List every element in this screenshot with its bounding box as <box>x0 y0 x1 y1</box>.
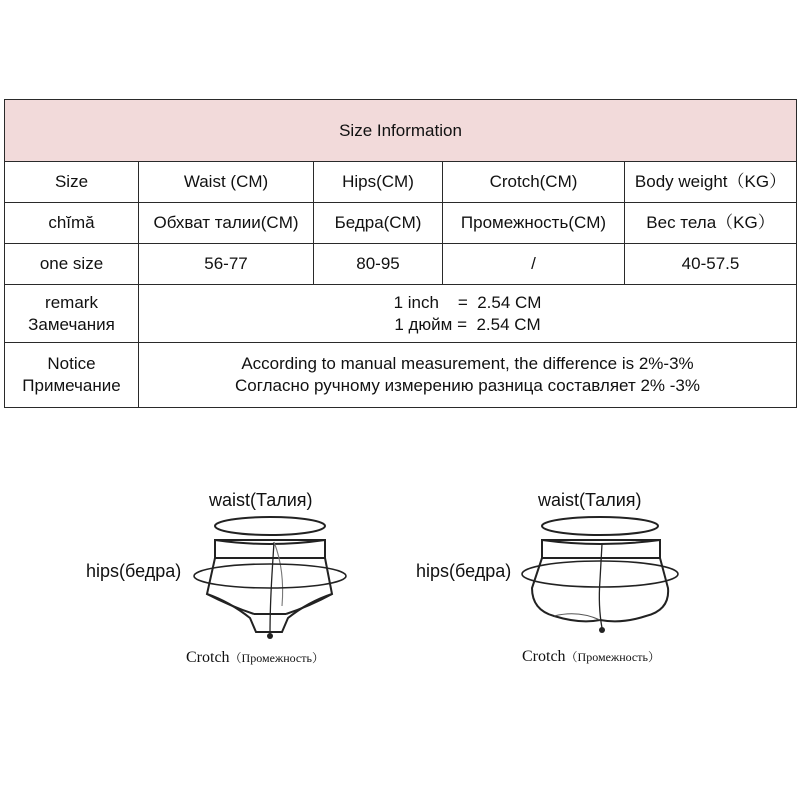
notice-line-2: Согласно ручному измерению разница составляет 2% -3% <box>235 376 700 395</box>
table-row <box>5 244 797 285</box>
remark-label-en: remark <box>45 292 98 312</box>
header-body-weight-ru: Вес тела（KG） <box>625 203 797 244</box>
notice-row <box>5 343 797 408</box>
remark-label <box>5 285 139 343</box>
cell-size: one size <box>5 244 139 285</box>
header-waist: Waist (CM) <box>139 162 314 203</box>
notice-line-1: According to manual measurement, the difference is 2%-3% <box>241 354 694 373</box>
waist-label-1: waist(Талия) <box>209 490 313 510</box>
crotch-label-2 <box>522 648 660 666</box>
header-hips-ru: Бедра(CM) <box>314 203 443 244</box>
notice-label <box>5 343 139 408</box>
hips-label-2: hips(бедра) <box>416 561 512 581</box>
header-crotch: Crotch(CM) <box>443 162 625 203</box>
notice-label-ru: Примечание <box>22 376 121 395</box>
crotch-label-2-ru: （Промежность） <box>565 650 660 664</box>
header-waist-ru: Обхват талии(CM) <box>139 203 314 244</box>
header-size: Size <box>5 162 139 203</box>
crotch-label-1-ru: （Промежность） <box>229 651 324 665</box>
header-body-weight: Body weight（KG） <box>625 162 797 203</box>
cell-hips: 80-95 <box>314 244 443 285</box>
size-table <box>4 99 797 408</box>
crotch-label-1-en: Crotch <box>186 649 230 666</box>
notice-value <box>139 343 797 408</box>
header-crotch-ru: Промежность(CM) <box>443 203 625 244</box>
remark-row <box>5 285 797 343</box>
waist-label-2: waist(Талия) <box>538 490 642 510</box>
notice-label-en: Notice <box>47 354 96 373</box>
cell-waist: 56-77 <box>139 244 314 285</box>
cell-crotch: / <box>443 244 625 285</box>
header-row-ru <box>5 203 797 244</box>
boyshort-illustration <box>518 510 693 645</box>
crotch-label-2-en: Crotch <box>522 648 566 665</box>
remark-value <box>139 285 797 343</box>
remark-line-2: 1 дюйм = 2.54 CM <box>394 314 541 334</box>
remark-label-ru: Замечания <box>28 314 115 334</box>
header-row <box>5 162 797 203</box>
cell-body-weight: 40-57.5 <box>625 244 797 285</box>
header-size-ru: chĭmă <box>5 203 139 244</box>
table-title: Size Information <box>5 100 797 162</box>
brief-illustration <box>190 510 360 650</box>
header-hips: Hips(CM) <box>314 162 443 203</box>
remark-line-1: 1 inch = 2.54 CM <box>393 292 542 312</box>
crotch-label-1 <box>186 649 324 667</box>
hips-label-1: hips(бедра) <box>86 561 182 581</box>
